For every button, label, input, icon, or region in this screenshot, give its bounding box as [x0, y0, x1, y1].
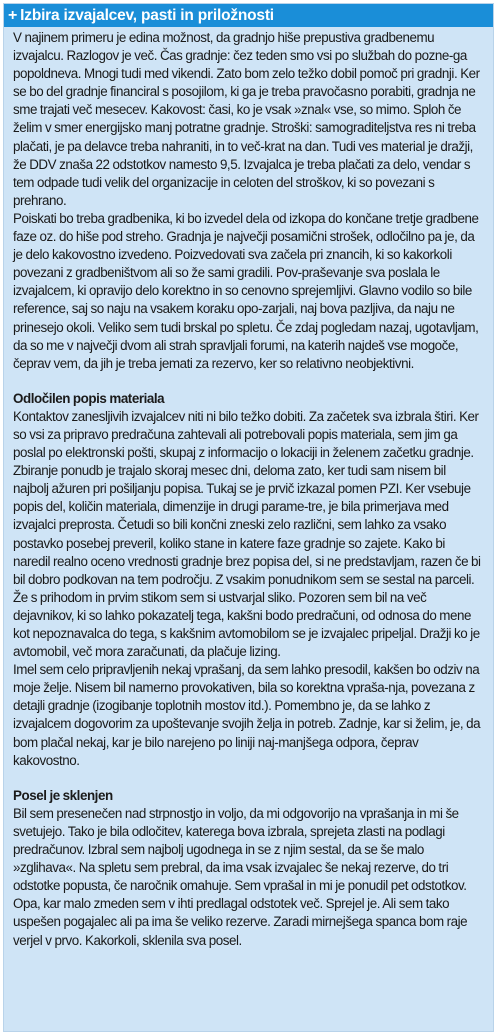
- article-body: [4, 27, 493, 950]
- materials-paragraph-2: Imel sem celo pripravljenih nekaj vprašanj, da sem lahko presodil, kakšen bo odziv na moje želje. Nisem bil namerno provokativen, bila so korektna vpraša-nja, povezana z detajli gradnje (izogibanje toplotnih mostov itd.). Pomembno je, da se lahko z izvajalcem dogovorim za upoštevanje svojih želja in potreb. Zadnje, kar si želim, je, da bom plačal nekaj, kar je bilo narejeno po liniji naj-manjšega odpora, čeprav kakovostno.: [13, 662, 481, 768]
- section-heading-deal: Posel je sklenjen: [13, 787, 113, 803]
- box-title: Izbira izvajalcev, pasti in priložnosti: [20, 6, 274, 24]
- section-heading-materials: Odločilen popis materiala: [13, 390, 165, 406]
- materials-paragraph-1: Kontaktov zanesljivih izvajalcev niti ni bilo težko dobiti. Za začetek sva izbrala štiri. Ker so vsi za pripravo predračuna zahtevali ali potrebovali popis materiala, sem jim ga poslal po elektronski pošti, skupaj z informacijo o lokaciji in želenem začetku gradnje. Zbiranje ponudb je trajalo skoraj mesec dni, deloma zato, ker tudi sam nisem bil najbolj ažuren pri pošiljanju popisa. Tukaj se je prvič izkazal pomen PZI. Ker vsebuje popis del, količin materiala, dimenzije in drugi parame-tre, je bila primerjava med izvajalci preprosta. Četudi so bili končni zneski zelo različni, sem lahko za vsako postavko posebej preveril, koliko stane in katere faze gradnje so zajete. Kako bi naredil realno oceno vrednosti gradnje brez popisa del, si ne predstavljam, razen če bi bil dobro podkovan na tem področju. Z vsakim ponudnikom sem se sestal na parceli. Že s prihodom in prvim stikom sem si ustvarjal sliko. Pozoren sem bil na več dejavnikov, ki so lahko pokazatelj tega, kakšni bodo predračuni, od odnosa do mene kot nepoznavalca do tega, s kakšnim avtomobilom se je izvajalec pripeljal. Dražji ko je avtomobil, več mora zaračunati, da plačuje lizing.: [13, 408, 481, 660]
- sidebar-box: [3, 3, 494, 1032]
- plus-icon: +: [8, 6, 18, 24]
- deal-paragraph-1: Bil sem presenečen nad strpnostjo in voljo, da mi odgovorijo na vprašanja in mi še svetujejo. Tako je bila odločitev, katerega bova izbrala, sprejeta zlasti na podlagi predračunov. Izbral sem najbolj ugodnega in se z njim sestal, da se še malo »zglihava«. Na spletu sem prebral, da ima vsak izvajalec še nekaj rezerve, do tri odstotke popusta, če naročnik omahuje. Sem vprašal in mi je ponudil pet odstotkov. Opa, kar malo zmeden sem v ihti predlagal odstotek več. Sprejel je. Ali sem tako uspešen pogajalec ali pa ima še veliko rezerve. Zaradi mirnejšega spanca bom raje verjel v prvo. Kakorkoli, sklenila sva posel.: [13, 805, 468, 948]
- section-gap: [13, 373, 484, 390]
- box-header: [4, 4, 493, 27]
- intro-paragraph-2: Poiskati bo treba gradbenika, ki bo izvedel dela od izkopa do končane tretje gradbene faze oz. do hiše pod streho. Gradnja je največji posamični strošek, odločilno pa je, da je delo kakovostno izvedeno. Poizvedovati sva začela pri znancih, ki so kakorkoli povezani z gradbeništvom ali so že sami gradili. Pov-praševanje sva poslala le izvajalcem, ki opravijo delo korektno in so cenovno sprejemljivi. Glavno vodilo so bile reference, saj so naju na vsakem koraku opo-zarjali, naj bova pazljiva, da naju ne prinesejo okoli. Veliko sem tudi brskal po spletu. Če zdaj pogledam nazaj, ugotavljam, da so me v največji dvom ali strah spravljali forumi, na katerih najdeš vse mogoče, čeprav vem, da jih je treba jemati za rezervo, ker so relativno neobjektivni.: [13, 210, 479, 371]
- section-gap: [13, 770, 484, 787]
- intro-paragraph-1: V najinem primeru je edina možnost, da gradnjo hiše prepustiva gradbenemu izvajalcu. Razlogov je več. Čas gradnje: čez teden smo vsi po službah do pozne-ga popoldneva. Mnogi tudi med vikendi. Zato bom zelo težko dobil pomoč pri gradnji. Ker se bo del gradnje financiral s posojilom, ki ga je treba pravočasno porabiti, gradnja ne sme trajati več mesecev. Kakovost: časi, ko je vsak »znal« vse, so mimo. Sploh če želim v smer energijsko manj potratne gradnje. Stroški: samograditeljstva res ni treba plačati, je pa delavce treba nahraniti, in to več-krat na dan. Tudi ves material je dražji, že DDV znaša 22 odstotkov namesto 9,5. Izvajalca je treba plačati za delo, vendar s tem odpade tudi velik del organizacije in celoten del stroškov, ki so povezani s prehrano.: [13, 30, 480, 208]
